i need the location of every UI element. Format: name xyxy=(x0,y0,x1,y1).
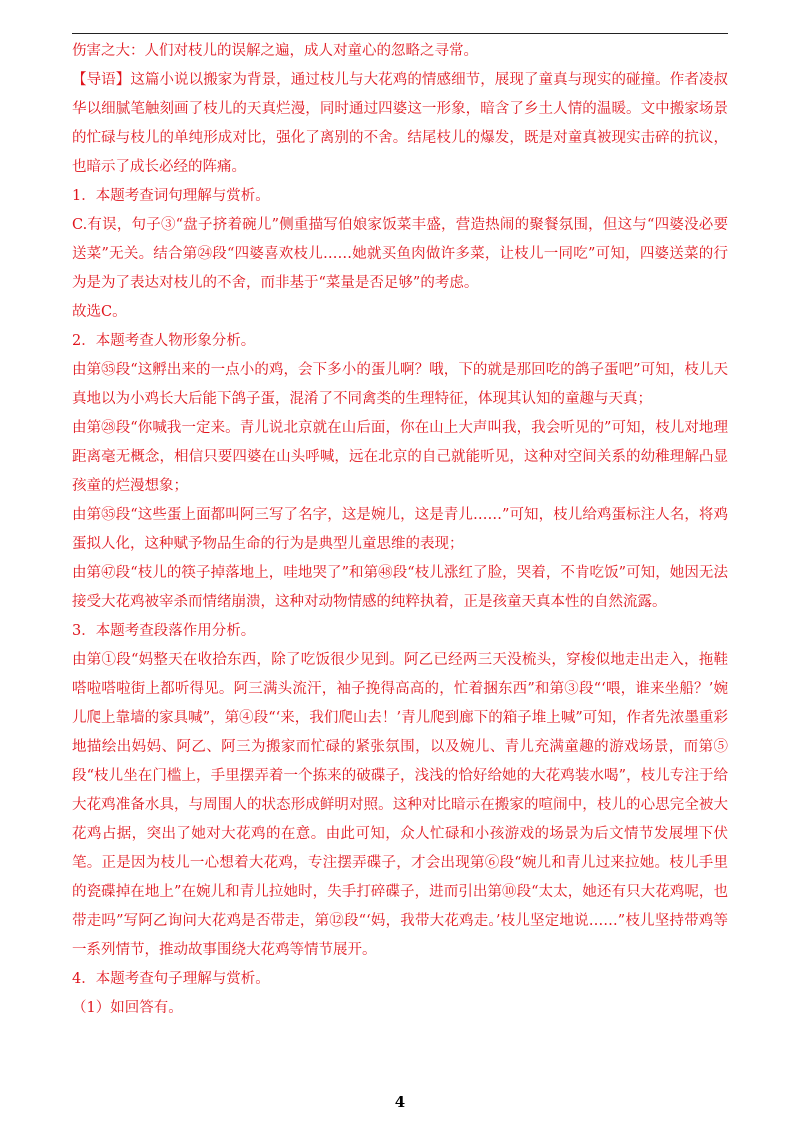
paragraph: 由第㉟段“这些蛋上面都叫阿三写了名字，这是婉儿，这是青儿……”可知，枝儿给鸡蛋标注人名，将鸡蛋拟人化，这种赋予物品生命的行为是典型儿童思维的表现； xyxy=(72,507,728,552)
paragraph: 【导语】这篇小说以搬家为背景，通过枝儿与大花鸡的情感细节，展现了童真与现实的碰撞。作者凌叔华以细腻笔触刻画了枝儿的天真烂漫，同时通过四婆这一形象，暗含了乡土人情的温暖。文中搬家场景的忙碌与枝儿的单纯形成对比，强化了离别的不舍。结尾枝儿的爆发，既是对童真被现实击碎的抗议，也暗示了成长必经的阵痛。 xyxy=(72,72,728,175)
paragraph: 3．本题考查段落作用分析。 xyxy=(72,623,256,639)
paragraph: （1）如回答有。 xyxy=(72,1000,183,1016)
answer-content xyxy=(72,37,728,1023)
paragraph: 由第㊼段“枝儿的筷子掉落地上，哇地哭了”和第㊽段“枝儿涨红了脸，哭着，不肯吃饭”可知，她因无法接受大花鸡被宰杀而情绪崩溃，这种对动物情感的纯粹执着，正是孩童天真本性的自然流露。 xyxy=(72,565,728,610)
paragraph: 2．本题考查人物形象分析。 xyxy=(72,333,256,349)
paragraph: C.有误，句子③“盘子挤着碗儿”侧重描写伯娘家饭菜丰盛，营造热闹的聚餐氛围，但这与“四婆没必要送菜”无关。结合第㉔段“四婆喜欢枝儿……她就买鱼肉做许多菜，让枝儿一同吃”可知，四婆送菜的行为是为了表达对枝儿的不舍，而非基于“菜量是否足够”的考虑。 xyxy=(72,217,728,291)
paragraph: 故选C。 xyxy=(72,304,127,320)
paragraph: 1．本题考查词句理解与赏析。 xyxy=(72,188,270,204)
paragraph: 由第㉘段“你喊我一定来。青儿说北京就在山后面，你在山上大声叫我，我会听见的”可知，枝儿对地理距离毫无概念，相信只要四婆在山头呼喊，远在北京的自己就能听见，这种对空间关系的幼稚理解凸显孩童的烂漫想象； xyxy=(72,420,728,494)
paragraph: 伤害之大：人们对枝儿的误解之遍，成人对童心的忽略之寻常。 xyxy=(72,43,478,59)
header-rule xyxy=(72,33,728,34)
paragraph: 由第㉟段“这孵出来的一点小的鸡，会下多小的蛋儿啊？哦，下的就是那回吃的鸽子蛋吧”可知，枝儿天真地以为小鸡长大后能下鸽子蛋，混淆了不同禽类的生理特征，体现其认知的童趣与天真； xyxy=(72,362,728,407)
paragraph: 由第①段“妈整天在收拾东西，除了吃饭很少见到。阿乙已经两三天没梳头，穿梭似地走出走入，拖鞋嗒啦嗒啦街上都听得见。阿三满头流汗，袖子挽得高高的，忙着捆东西”和第③段“‘喂，谁来坐船？’婉儿爬上靠墙的家具喊”，第④段“‘来，我们爬山去！’青儿爬到廊下的箱子堆上喊”可知，作者先浓墨重彩地描绘出妈妈、阿乙、阿三为搬家而忙碌的紧张氛围，以及婉儿、青儿充满童趣的游戏场景，而第⑤段“枝儿坐在门槛上，手里摆弄着一个拣来的破碟子，浅浅的恰好给她的大花鸡装水喝”，枝儿专注于给大花鸡准备水具，与周围人的状态形成鲜明对照。这种对比暗示在搬家的喧闹中，枝儿的心思完全被大花鸡占据，突出了她对大花鸡的在意。由此可知，众人忙碌和小孩游戏的场景为后文情节发展埋下伏笔。正是因为枝儿一心想着大花鸡，专注摆弄碟子，才会出现第⑥段“婉儿和青儿过来拉她。枝儿手里的瓷碟掉在地上”在婉儿和青儿拉她时，失手打碎碟子，进而引出第⑩段“太太，她还有只大花鸡呢，也带走吗”写阿乙询问大花鸡是否带走，第⑫段“‘妈，我带大花鸡走。’枝儿坚定地说……”枝儿坚持带鸡等一系列情节，推动故事围绕大花鸡等情节展开。 xyxy=(72,652,728,958)
paragraph: 4．本题考查句子理解与赏析。 xyxy=(72,971,270,987)
page-number: 4 xyxy=(394,1093,406,1111)
